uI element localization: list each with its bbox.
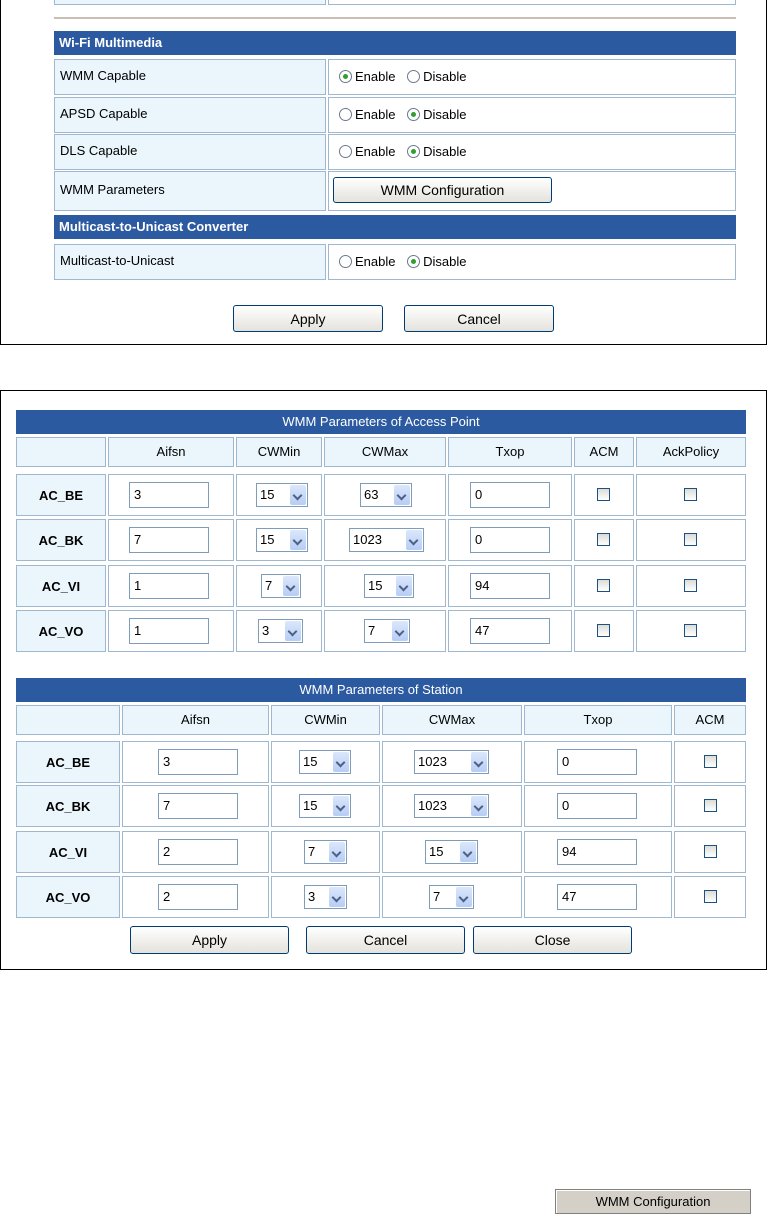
chevron-down-icon[interactable] (392, 621, 408, 641)
ap_table-row-label: AC_VI (16, 565, 106, 607)
sta_table-cwmin-select[interactable] (299, 794, 351, 818)
chevron-down-icon[interactable] (290, 530, 306, 550)
select-value: 15 (260, 487, 275, 502)
apsd-capable-disable-radio[interactable] (407, 108, 420, 121)
ap_table-cwmax-select[interactable] (360, 483, 412, 507)
wmm-cancel-button[interactable]: Cancel (306, 926, 465, 954)
select-value: 15 (368, 578, 383, 593)
sta_table-txop-input[interactable]: 47 (557, 884, 637, 910)
chevron-down-icon[interactable] (283, 576, 299, 596)
sta_table-cwmin-select[interactable] (299, 750, 351, 774)
sta_table-col-aifsn: Aifsn (122, 705, 269, 735)
ap_table-ackpolicy-checkbox[interactable] (684, 579, 697, 592)
sta_table-cwmax-select[interactable] (425, 840, 478, 864)
chevron-down-icon[interactable] (333, 752, 349, 772)
dls-capable-enable-label: Enable (355, 144, 396, 159)
apsd-capable-row (54, 97, 736, 133)
ap_table-txop-input[interactable]: 0 (470, 482, 550, 508)
sta_table-col-txop: Txop (524, 705, 672, 735)
wifi-multimedia-header: Wi-Fi Multimedia (54, 31, 736, 55)
select-value: 7 (433, 889, 441, 904)
wmm-capable-disable-radio[interactable] (407, 70, 420, 83)
sta_table-cwmax-select[interactable] (429, 885, 474, 909)
apsd-capable-label: APSD Capable (54, 97, 326, 133)
ap_table-acm-checkbox[interactable] (597, 624, 610, 637)
ap_table-col-cwmin: CWMin (236, 437, 322, 467)
sta_table-row-label: AC_VI (16, 831, 120, 873)
m2u-disable-label: Disable (423, 254, 467, 269)
ap_table-col-acm: ACM (574, 437, 634, 467)
sta_table-cwmax-select[interactable] (414, 794, 489, 818)
ap_table-ackpolicy-checkbox[interactable] (684, 624, 697, 637)
sta_table-corner-cell (16, 705, 120, 735)
ap_table-col-aifsn: Aifsn (108, 437, 234, 467)
ap_table-cwmin-select[interactable] (256, 483, 308, 507)
ap_table-cwmin-select[interactable] (256, 528, 308, 552)
apply-button[interactable]: Apply (233, 305, 383, 332)
select-value: 1023 (418, 754, 447, 769)
sta_table-col-cwmin: CWMin (271, 705, 380, 735)
chevron-down-icon[interactable] (329, 887, 345, 907)
ap_table-cwmin-select[interactable] (258, 619, 303, 643)
apsd-capable-enable-label: Enable (355, 107, 396, 122)
select-value: 3 (262, 623, 270, 638)
dls-capable-row (54, 134, 736, 170)
ap_table-col-ackpolicy: AckPolicy (636, 437, 746, 467)
ap_table-cwmax-select[interactable] (349, 528, 424, 552)
chevron-down-icon[interactable] (460, 842, 476, 862)
cancel-button[interactable]: Cancel (404, 305, 554, 332)
select-value: 3 (308, 889, 316, 904)
select-value: 15 (303, 798, 318, 813)
m2u-enable-radio[interactable] (339, 255, 352, 268)
sta_table-cwmin-select[interactable] (304, 840, 347, 864)
select-value: 7 (308, 844, 316, 859)
sta_table-row-label: AC_BE (16, 741, 120, 783)
sta_table-cwmax-select[interactable] (414, 750, 489, 774)
wmm-configuration-button-sample[interactable]: WMM Configuration (555, 1189, 751, 1214)
chevron-down-icon[interactable] (396, 576, 412, 596)
dls-capable-disable-label: Disable (423, 144, 467, 159)
sta_table-aifsn-input[interactable]: 2 (158, 839, 238, 865)
ap_table-acm-checkbox[interactable] (597, 488, 610, 501)
sta_table-row-label: AC_BK (16, 785, 120, 827)
select-value: 15 (429, 844, 444, 859)
wmm-capable-label: WMM Capable (54, 59, 326, 95)
m2u-disable-radio[interactable] (407, 255, 420, 268)
chevron-down-icon[interactable] (329, 842, 345, 862)
chevron-down-icon[interactable] (456, 887, 472, 907)
select-value: 1023 (353, 532, 382, 547)
wmm-capable-value (328, 59, 736, 95)
apsd-capable-value (328, 97, 736, 133)
dls-capable-label: DLS Capable (54, 134, 326, 170)
ap_table-cwmin-select[interactable] (261, 574, 301, 598)
ap_table-cwmax-select[interactable] (364, 619, 410, 643)
sta_table-col-cwmax: CWMax (382, 705, 522, 735)
ap_table-row-label: AC_BE (16, 474, 106, 516)
chevron-down-icon[interactable] (406, 530, 422, 550)
previous-row-value-cell (328, 0, 736, 5)
ap_table-row-label: AC_VO (16, 610, 106, 652)
wmm-parameters-label: WMM Parameters (54, 171, 326, 211)
wmm-capable-row (54, 59, 736, 95)
sta_table-aifsn-input[interactable]: 2 (158, 884, 238, 910)
wmm-configuration-button[interactable]: WMM Configuration (333, 177, 552, 203)
wmm-capable-enable-label: Enable (355, 69, 396, 84)
sta_table-acm-checkbox[interactable] (704, 755, 717, 768)
ap_table-acm-checkbox[interactable] (597, 579, 610, 592)
chevron-down-icon[interactable] (394, 485, 410, 505)
sta_table-aifsn-input[interactable]: 3 (158, 749, 238, 775)
sta_table-txop-input[interactable]: 94 (557, 839, 637, 865)
ap_table-txop-input[interactable]: 47 (470, 618, 550, 644)
chevron-down-icon[interactable] (471, 796, 487, 816)
chevron-down-icon[interactable] (471, 752, 487, 772)
wmm-close-button[interactable]: Close (473, 926, 632, 954)
chevron-down-icon[interactable] (290, 485, 306, 505)
select-value: 7 (368, 623, 376, 638)
multicast-to-unicast-value (328, 244, 736, 280)
multicast-to-unicast-row (54, 244, 736, 280)
chevron-down-icon[interactable] (333, 796, 349, 816)
sta_table-acm-checkbox[interactable] (704, 890, 717, 903)
sta_table-acm-checkbox[interactable] (704, 845, 717, 858)
ap_table-ackpolicy-checkbox[interactable] (684, 533, 697, 546)
select-value: 63 (364, 487, 379, 502)
multicast-to-unicast-label: Multicast-to-Unicast (54, 244, 326, 280)
dls-capable-value (328, 134, 736, 170)
select-value: 7 (265, 578, 273, 593)
ap_table-txop-input[interactable]: 94 (470, 573, 550, 599)
ap_table-acm-checkbox[interactable] (597, 533, 610, 546)
select-value: 15 (260, 532, 275, 547)
ap_table-col-cwmax: CWMax (324, 437, 446, 467)
select-value: 1023 (418, 798, 447, 813)
sta_table-txop-input[interactable]: 0 (557, 793, 637, 819)
select-value: 15 (303, 754, 318, 769)
ap_table-ackpolicy-checkbox[interactable] (684, 488, 697, 501)
wmm-apply-button[interactable]: Apply (130, 926, 289, 954)
dls-capable-disable-radio[interactable] (407, 145, 420, 158)
ap_table-aifsn-input[interactable]: 1 (129, 618, 209, 644)
sta_table-col-acm: ACM (674, 705, 746, 735)
sta_table-txop-input[interactable]: 0 (557, 749, 637, 775)
ap_table-row-label: AC_BK (16, 519, 106, 561)
ap_table-txop-input[interactable]: 0 (470, 527, 550, 553)
dls-capable-enable-radio[interactable] (339, 145, 352, 158)
sta_table-row-label: AC_VO (16, 876, 120, 918)
sta_table-acm-checkbox[interactable] (704, 799, 717, 812)
apsd-capable-disable-label: Disable (423, 107, 467, 122)
ap_table-title: WMM Parameters of Access Point (16, 410, 746, 434)
sta_table-cwmin-select[interactable] (304, 885, 347, 909)
section-divider (54, 17, 736, 19)
ap_table-cwmax-select[interactable] (364, 574, 414, 598)
wmm-capable-disable-label: Disable (423, 69, 467, 84)
previous-row-label-cell (54, 0, 326, 5)
ap_table-col-txop: Txop (448, 437, 572, 467)
wmm-capable-enable-radio[interactable] (339, 70, 352, 83)
ap_table-aifsn-input[interactable]: 7 (129, 527, 209, 553)
ap_table-aifsn-input[interactable]: 1 (129, 573, 209, 599)
previous-row-stub (54, 0, 736, 6)
m2u-enable-label: Enable (355, 254, 396, 269)
sta_table-title: WMM Parameters of Station (16, 678, 746, 702)
chevron-down-icon[interactable] (285, 621, 301, 641)
apsd-capable-enable-radio[interactable] (339, 108, 352, 121)
ap_table-corner-cell (16, 437, 106, 467)
ap_table-aifsn-input[interactable]: 3 (129, 482, 209, 508)
sta_table-aifsn-input[interactable]: 7 (158, 793, 238, 819)
multicast-to-unicast-header: Multicast-to-Unicast Converter (54, 215, 736, 239)
